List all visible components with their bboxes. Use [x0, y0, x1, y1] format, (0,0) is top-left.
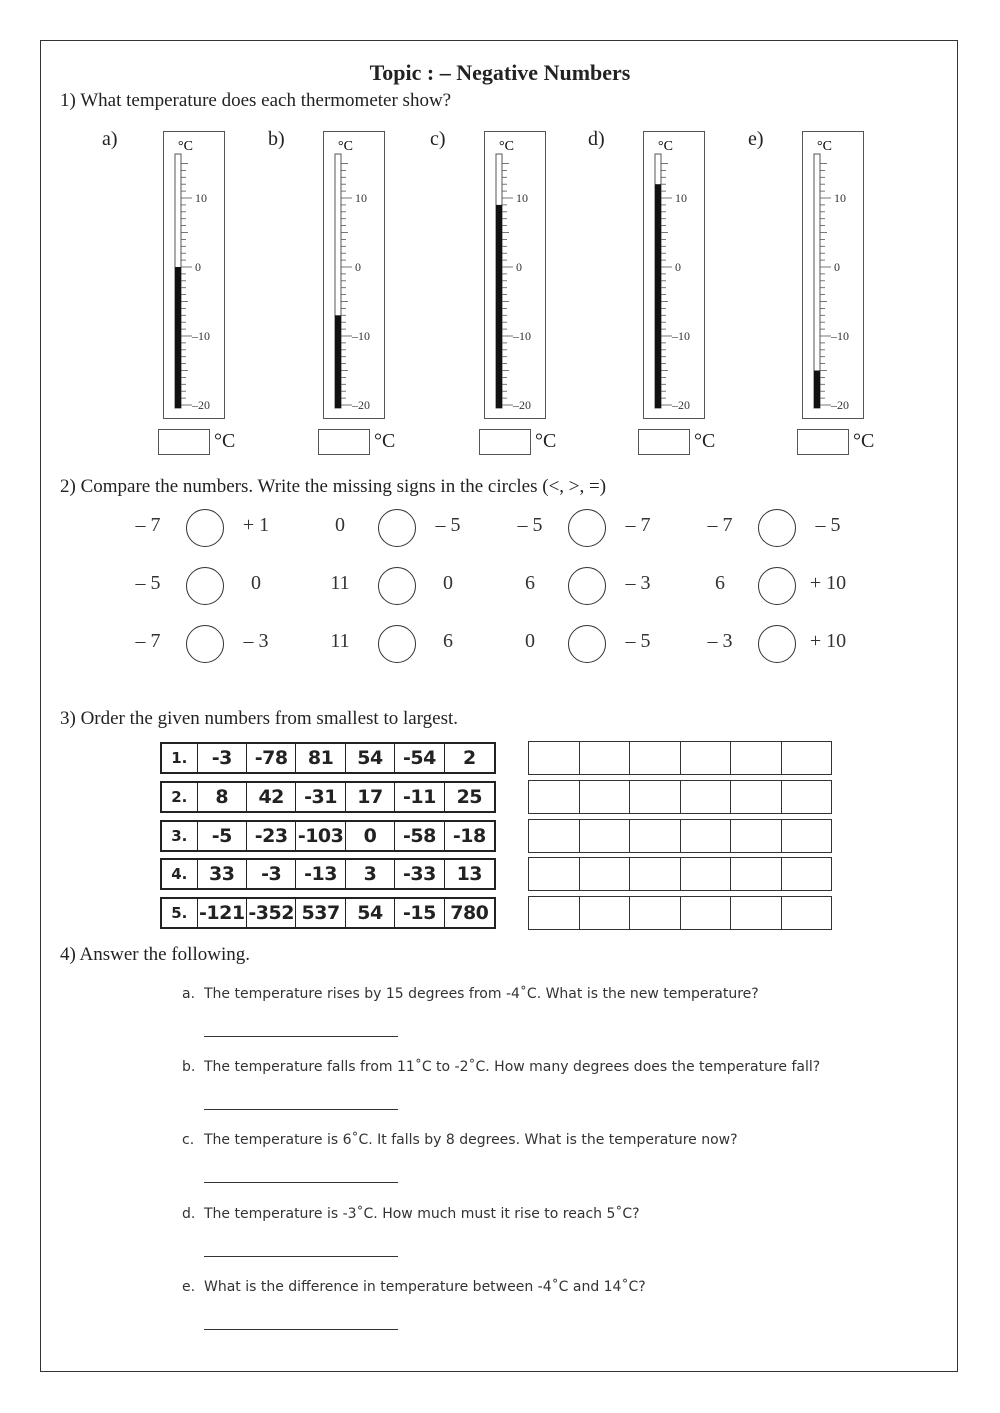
answer-cell[interactable] [681, 858, 732, 890]
compare-right-number: + 10 [809, 572, 847, 594]
thermometer-scale-label: 0 [516, 260, 522, 274]
compare-left-number: – 5 [135, 572, 161, 594]
answer-cell[interactable] [630, 820, 681, 852]
thermometer-unit: °C [178, 139, 193, 154]
compare-left-number: – 3 [707, 630, 733, 652]
word-problem [182, 1059, 820, 1075]
answer-cell[interactable] [630, 858, 681, 890]
answer-cell[interactable] [681, 897, 732, 929]
word-problem [182, 1132, 738, 1148]
number-cell: -3 [198, 744, 247, 772]
number-cell: 25 [456, 786, 483, 808]
thermometer-graphic [644, 132, 706, 420]
compare-right-number: – 3 [243, 630, 269, 652]
thermometer-mercury [335, 315, 341, 408]
number-cell: -15 [395, 899, 444, 927]
problem-text: The temperature is -3˚C. How much must it rise to reach 5˚C? [204, 1206, 640, 1222]
answer-cell[interactable] [782, 897, 832, 929]
number-cell: -78 [247, 744, 296, 772]
compare-left-number: 11 [330, 630, 350, 652]
compare-sign-circle[interactable] [186, 567, 224, 605]
thermometer-scale-label: –10 [192, 329, 210, 343]
answer-cell[interactable] [681, 742, 732, 774]
thermometer-graphic [324, 132, 386, 420]
answer-cell[interactable] [580, 897, 631, 929]
compare-left-number: – 7 [135, 514, 161, 536]
answer-cell[interactable] [630, 897, 681, 929]
problem-letter: e. [182, 1279, 196, 1295]
compare-sign-circle[interactable] [758, 509, 796, 547]
compare-right-number: + 1 [242, 514, 270, 536]
number-cell: 42 [247, 783, 296, 811]
number-cell: -58 [395, 822, 444, 850]
compare-right-number: – 7 [625, 514, 651, 536]
compare-sign-circle[interactable] [568, 625, 606, 663]
compare-left-number: 6 [715, 572, 725, 594]
thermometer-scale-label: 10 [675, 191, 687, 205]
thermometer-scale-label: 10 [355, 191, 367, 205]
answer-cell[interactable] [782, 858, 832, 890]
answer-cell[interactable] [630, 742, 681, 774]
thermometer-unit: °C [817, 139, 832, 154]
compare-left-number: 0 [335, 514, 345, 536]
thermometer-scale-label: –10 [672, 329, 690, 343]
ordering-row [160, 742, 496, 774]
word-problem [182, 986, 759, 1002]
compare-left-number: 0 [525, 630, 535, 652]
answer-cell[interactable] [529, 820, 580, 852]
answer-cell[interactable] [731, 897, 782, 929]
compare-sign-circle[interactable] [378, 625, 416, 663]
answer-cell[interactable] [529, 781, 580, 813]
thermometer-scale-label: 10 [516, 191, 528, 205]
compare-sign-circle[interactable] [568, 509, 606, 547]
answer-box[interactable] [797, 429, 849, 455]
thermometer [323, 131, 385, 419]
number-cell: -352 [247, 899, 296, 927]
number-cell: -33 [395, 860, 444, 888]
answer-cell[interactable] [580, 858, 631, 890]
compare-right-number: – 3 [625, 572, 651, 594]
problem-letter: b. [182, 1059, 196, 1075]
thermometer-label: a) [102, 128, 118, 150]
thermometer-scale-label: –20 [672, 398, 690, 412]
thermometer-label: e) [748, 128, 764, 150]
answer-cell[interactable] [580, 820, 631, 852]
question-4-prompt: 4) Answer the following. [60, 944, 250, 965]
thermometer-mercury [655, 184, 661, 408]
answer-box[interactable] [479, 429, 531, 455]
thermometer-graphic [485, 132, 547, 420]
compare-right-number: 0 [251, 572, 261, 594]
answer-unit: °C [535, 430, 557, 452]
number-cell: -18 [452, 825, 486, 847]
answer-cell[interactable] [731, 858, 782, 890]
thermometer-mercury [496, 205, 502, 408]
answer-unit: °C [853, 430, 875, 452]
answer-cell[interactable] [529, 742, 580, 774]
number-cell: 33 [198, 860, 247, 888]
answer-cell[interactable] [681, 781, 732, 813]
row-index: 3. [162, 822, 198, 850]
answer-cell[interactable] [529, 897, 580, 929]
number-cell: -5 [198, 822, 247, 850]
compare-left-number: 11 [330, 572, 350, 594]
thermometer-scale-label: –20 [513, 398, 531, 412]
answer-cell[interactable] [782, 781, 832, 813]
compare-sign-circle[interactable] [758, 567, 796, 605]
number-cell: -3 [247, 860, 296, 888]
thermometer-unit: °C [338, 139, 353, 154]
question-1-prompt: 1) What temperature does each thermometer show? [60, 90, 452, 111]
thermometer-unit: °C [499, 139, 514, 154]
answer-row [528, 741, 832, 775]
row-index: 2. [162, 783, 198, 811]
number-cell: -11 [395, 783, 444, 811]
thermometer-graphic [164, 132, 226, 420]
number-cell: 54 [346, 744, 395, 772]
thermometer-label: d) [588, 128, 605, 150]
number-cell: -54 [395, 744, 444, 772]
thermometer-scale-label: 0 [195, 260, 201, 274]
answer-cell[interactable] [782, 820, 832, 852]
compare-right-number: + 10 [809, 630, 847, 652]
answer-cell[interactable] [630, 781, 681, 813]
answer-cell[interactable] [681, 820, 732, 852]
number-cell: 81 [296, 744, 345, 772]
number-cell: -31 [296, 783, 345, 811]
number-cell: 537 [296, 899, 345, 927]
answer-unit: °C [214, 430, 236, 452]
compare-sign-circle[interactable] [378, 567, 416, 605]
compare-sign-circle[interactable] [758, 625, 796, 663]
thermometer-scale-label: 0 [675, 260, 681, 274]
number-cell: 3 [346, 860, 395, 888]
number-cell: 8 [198, 783, 247, 811]
compare-left-number: – 7 [135, 630, 161, 652]
thermometer-label: c) [430, 128, 446, 150]
problem-text: The temperature is 6˚C. It falls by 8 degrees. What is the temperature now? [204, 1132, 738, 1148]
word-problem [182, 1206, 640, 1222]
compare-sign-circle[interactable] [568, 567, 606, 605]
answer-row [528, 819, 832, 853]
answer-cell[interactable] [529, 858, 580, 890]
compare-sign-circle[interactable] [186, 509, 224, 547]
thermometer-scale-label: –10 [831, 329, 849, 343]
problem-letter: a. [182, 986, 196, 1002]
thermometer-scale-label: –20 [352, 398, 370, 412]
compare-right-number: – 5 [815, 514, 841, 536]
row-index: 4. [162, 860, 198, 888]
thermometer-scale-label: 0 [355, 260, 361, 274]
number-cell: 780 [450, 902, 489, 924]
thermometer-scale-label: 10 [195, 191, 207, 205]
thermometer-scale-label: 10 [834, 191, 846, 205]
answer-row [528, 780, 832, 814]
answer-row [528, 896, 832, 930]
thermometer-tube [814, 154, 820, 408]
number-cell: 13 [456, 863, 483, 885]
answer-cell[interactable] [580, 742, 631, 774]
problem-letter: d. [182, 1206, 196, 1222]
answer-cell[interactable] [782, 742, 832, 774]
number-cell: 54 [346, 899, 395, 927]
thermometer [484, 131, 546, 419]
compare-left-number: – 5 [517, 514, 543, 536]
problem-text: The temperature falls from 11˚C to -2˚C. How many degrees does the temperature fall? [204, 1059, 821, 1075]
compare-left-number: 6 [525, 572, 535, 594]
answer-cell[interactable] [731, 781, 782, 813]
compare-sign-circle[interactable] [378, 509, 416, 547]
thermometer-graphic [803, 132, 865, 420]
page-title: Topic : – Negative Numbers [369, 60, 631, 85]
number-cell: 17 [346, 783, 395, 811]
ordering-row [160, 897, 496, 929]
answer-box[interactable] [638, 429, 690, 455]
problem-letter: c. [182, 1132, 195, 1148]
ordering-row [160, 858, 496, 890]
answer-row [528, 857, 832, 891]
answer-cell[interactable] [731, 742, 782, 774]
answer-unit: °C [694, 430, 716, 452]
number-cell: 2 [462, 747, 476, 769]
thermometer [802, 131, 864, 419]
number-cell: -121 [198, 899, 247, 927]
thermometer-scale-label: –10 [513, 329, 531, 343]
answer-line[interactable] [204, 1256, 398, 1257]
thermometer [643, 131, 705, 419]
answer-unit: °C [374, 430, 396, 452]
number-cell: -103 [296, 822, 345, 850]
row-index: 1. [162, 744, 198, 772]
thermometer-label: b) [268, 128, 285, 150]
number-cell: 0 [346, 822, 395, 850]
thermometer-scale-label: 0 [834, 260, 840, 274]
thermometer-scale-label: –20 [192, 398, 210, 412]
question-2-prompt: 2) Compare the numbers. Write the missing signs in the circles (<, >, =) [60, 476, 607, 497]
compare-right-number: – 5 [435, 514, 461, 536]
compare-right-number: 6 [443, 630, 453, 652]
answer-line[interactable] [204, 1036, 398, 1037]
answer-line[interactable] [204, 1182, 398, 1183]
number-cell: -13 [296, 860, 345, 888]
answer-line[interactable] [204, 1329, 398, 1330]
row-index: 5. [162, 899, 198, 927]
answer-box[interactable] [158, 429, 210, 455]
ordering-row [160, 820, 496, 852]
thermometer-mercury [814, 371, 820, 409]
thermometer-mercury [175, 267, 181, 408]
thermometer [163, 131, 225, 419]
answer-cell[interactable] [731, 820, 782, 852]
compare-left-number: – 7 [707, 514, 733, 536]
compare-right-number: 0 [443, 572, 453, 594]
thermometer-unit: °C [658, 139, 673, 154]
number-cell: -23 [247, 822, 296, 850]
compare-sign-circle[interactable] [186, 625, 224, 663]
answer-line[interactable] [204, 1109, 398, 1110]
compare-right-number: – 5 [625, 630, 651, 652]
word-problem [182, 1279, 646, 1295]
thermometer-scale-label: –20 [831, 398, 849, 412]
answer-box[interactable] [318, 429, 370, 455]
ordering-row [160, 781, 496, 813]
answer-cell[interactable] [580, 781, 631, 813]
thermometer-scale-label: –10 [352, 329, 370, 343]
question-3-prompt: 3) Order the given numbers from smallest to largest. [60, 708, 459, 729]
problem-text: The temperature rises by 15 degrees from -4˚C. What is the new temperature? [204, 986, 759, 1002]
problem-text: What is the difference in temperature between -4˚C and 14˚C? [204, 1279, 646, 1295]
